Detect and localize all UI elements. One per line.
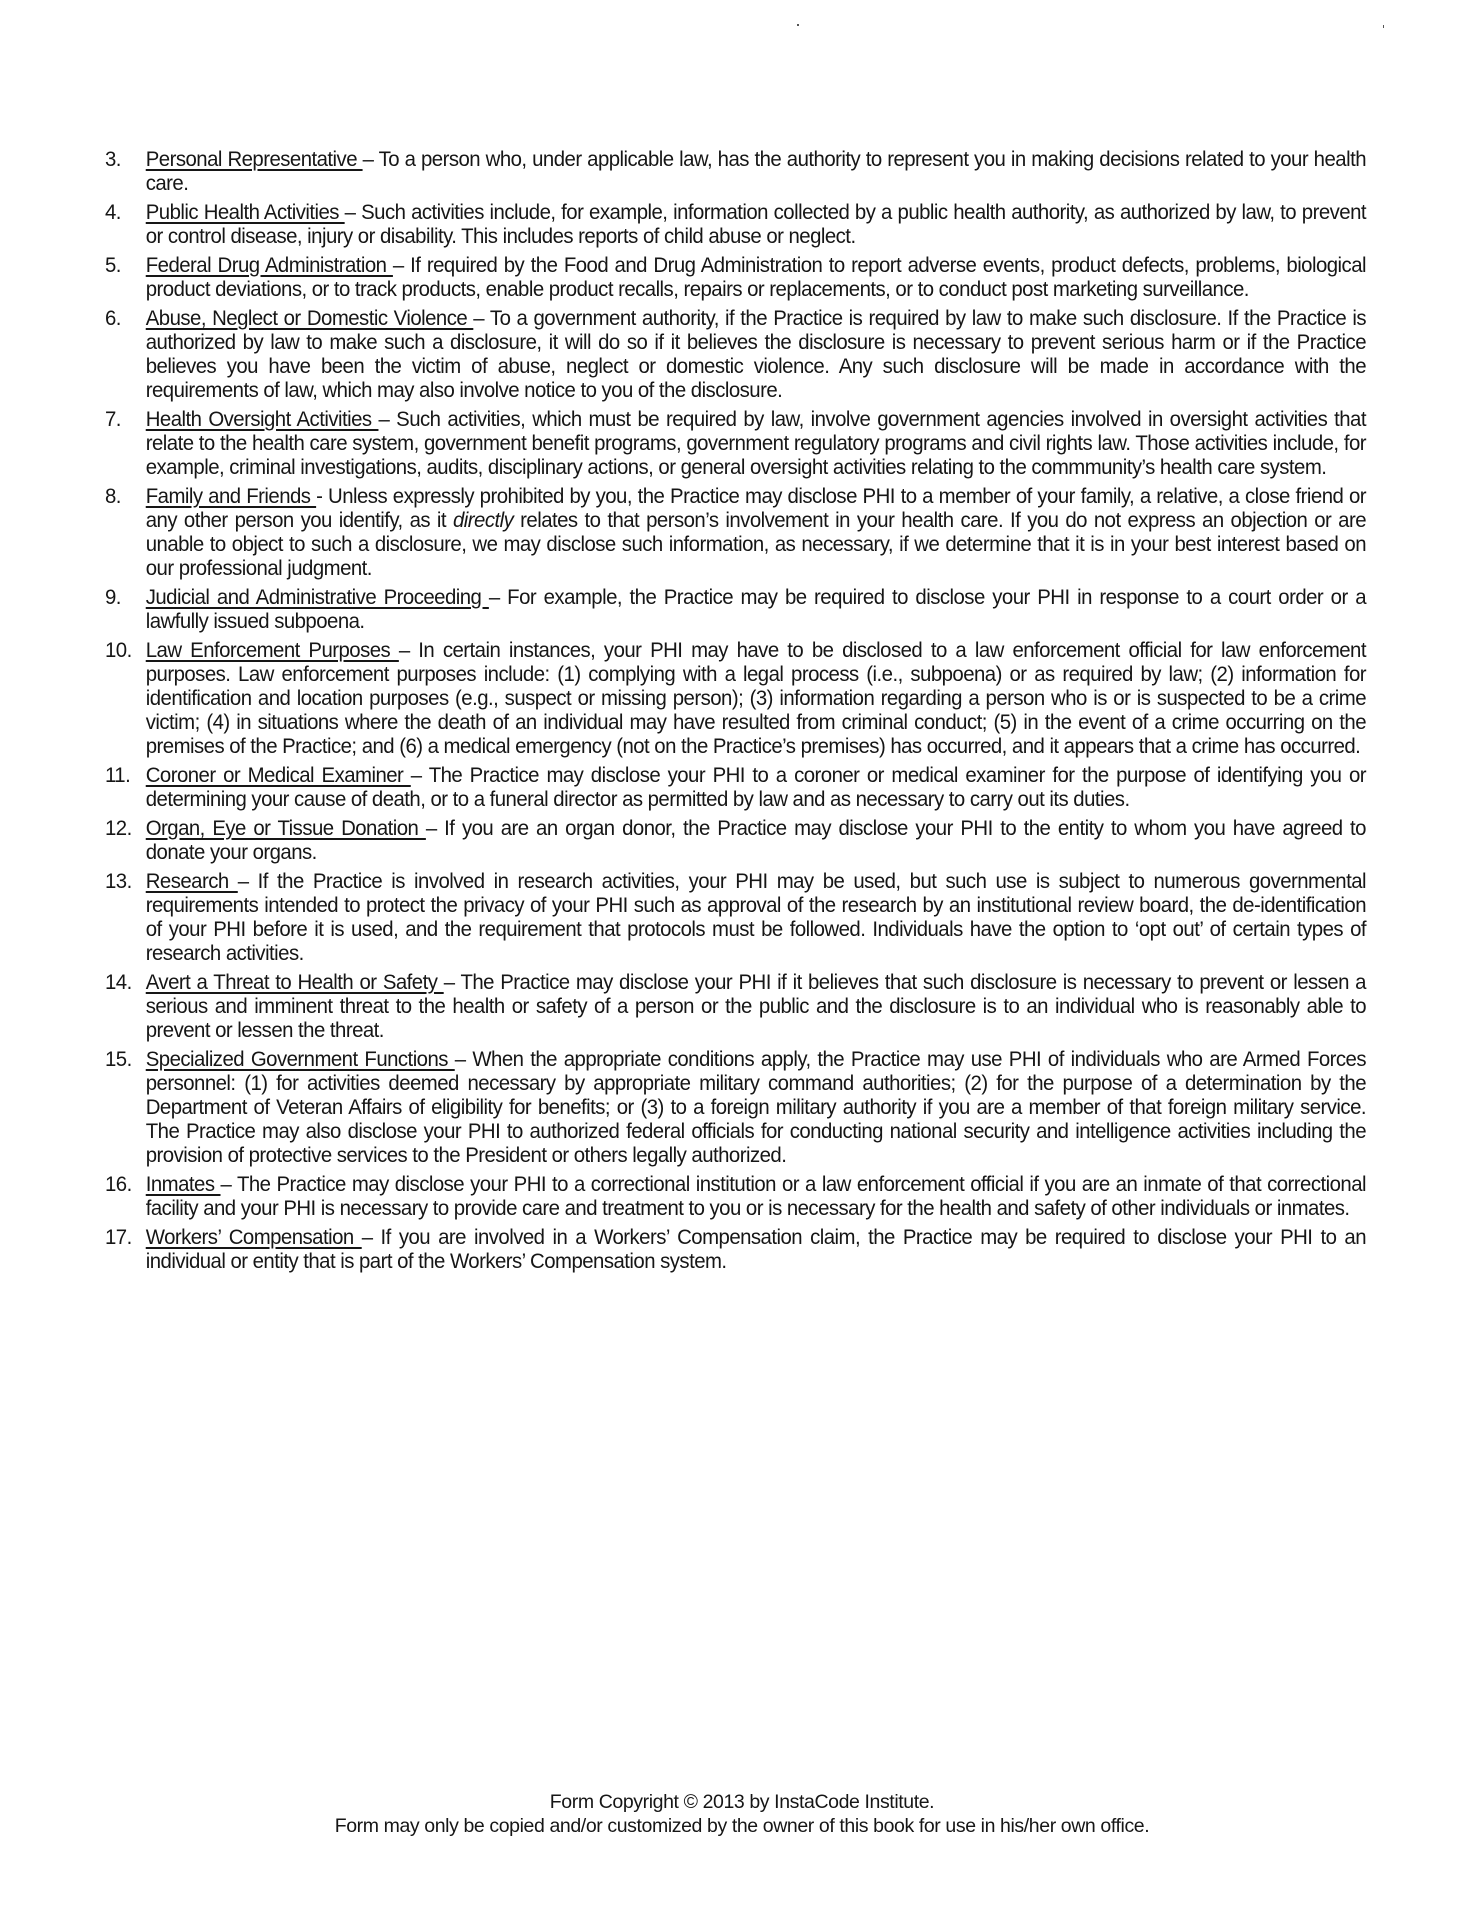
item-title: Inmates [145, 1173, 221, 1196]
list-item [105, 307, 1366, 403]
item-title: Workers’ Compensation [145, 1226, 362, 1249]
item-separator: – [344, 201, 362, 224]
disclosure-list [105, 148, 1405, 1279]
item-title: Abuse, Neglect or Domestic Violence [145, 307, 474, 330]
list-item [105, 1173, 1366, 1221]
list-item [105, 201, 1366, 249]
item-separator: – [361, 1226, 381, 1249]
list-item [105, 1048, 1366, 1168]
item-title: Avert a Threat to Health or Safety [145, 971, 444, 994]
list-item [105, 639, 1366, 759]
item-separator: – [392, 254, 411, 277]
item-number: 14. [105, 971, 132, 994]
list-item [105, 408, 1366, 480]
list-item [105, 1226, 1366, 1274]
list-item [105, 764, 1366, 812]
item-separator: – [378, 408, 397, 431]
item-title: Organ, Eye or Tissue Donation [145, 817, 426, 840]
item-title: Judicial and Administrative Proceeding [145, 586, 489, 609]
item-number: 3. [105, 148, 121, 171]
item-body: In certain instances, your PHI may have to be disclosed to a law enforcement official for law enforcement purposes. Law enforcement purposes include: (1) complying with a legal process (i.e., subpoena) or as required by law; (2) information for identification and location purposes (e.g., suspect or missing person); (3) information regarding a person who is or is suspected to be a crime victim; (4) in situations where the death of an individual may have resulted from criminal conduct; (5) in the event of a crime occurring on the premises of the Practice; and (6) a medical emergency (not on the Practice’s premises) has occurred, and it appears that a crime has occurred. [145, 639, 1367, 758]
item-title: Public Health Activities [145, 201, 345, 224]
item-title: Research [145, 870, 238, 893]
item-title: Personal Representative [145, 148, 363, 171]
item-body: The Practice may disclose your PHI to a coroner or medical examiner for the purpose of identifying you or determining your cause of death, or to a funeral director as permitted by law and as necessary to carry out its duties. [145, 764, 1367, 811]
item-number: 7. [105, 408, 121, 431]
item-number: 6. [105, 307, 121, 330]
list-item [105, 817, 1366, 865]
item-separator: – [488, 586, 508, 609]
item-separator: – [398, 639, 419, 662]
item-title: Coroner or Medical Examiner [145, 764, 411, 787]
item-body: Such activities include, for example, information collected by a public health authority, as authorized by law, to prevent or control disease, injury or disability. This includes reports of child abuse or neglect. [145, 201, 1366, 248]
item-number: 5. [105, 254, 121, 277]
item-body-emphasis: directly [452, 509, 514, 532]
item-number: 12. [105, 817, 132, 840]
list-item [105, 485, 1366, 581]
item-body: If you are involved in a Workers’ Compensation claim, the Practice may be required to disclose your PHI to an individual or entity that is part of the Workers’ Compensation system. [145, 1226, 1367, 1273]
item-number: 15. [105, 1048, 132, 1071]
item-body: The Practice may disclose your PHI to a correctional institution or a law enforcement official if you are an inmate of that correctional facility and your PHI is necessary to provide care and treatment to you or is necessary for the health and safety of other individuals or inmates. [145, 1173, 1367, 1220]
item-body: relates to that person’s involvement in your health care. If you do not express an objection or are unable to object to such a disclosure, we may disclose such information, as necessary, if we determine that it is in your best interest based on our professional judgment. [145, 509, 1367, 580]
item-separator: – [362, 148, 379, 171]
item-separator: - [316, 485, 329, 508]
item-title: Specialized Government Functions [145, 1048, 455, 1071]
item-number: 10. [105, 639, 132, 662]
item-number: 8. [105, 485, 121, 508]
list-item [105, 971, 1366, 1043]
item-body: Such activities, which must be required by law, involve government agencies involved in oversight activities that relate to the health care system, government benefit programs, government regulatory programs and civil rights law. Those activities include, for example, criminal investigations, audits, disciplinary actions, or general oversight activities relating to the commmunity’s health care system. [145, 408, 1367, 479]
item-body: When the appropriate conditions apply, the Practice may use PHI of individuals who are Armed Forces personnel: (1) for activities deemed necessary by appropriate military command authorities; (2) for the purpose of a determination by the Department of Veteran Affairs of eligibility for benefits; or (3) to a foreign military authority if you are a member of that foreign military service. The Practice may also disclose your PHI to authorized federal officials for conducting national security and intelligence activities including the provision of protective services to the President or others legally authorized. [145, 1048, 1367, 1167]
item-title: Family and Friends [145, 485, 317, 508]
list-item [105, 586, 1366, 634]
list-item [105, 254, 1366, 302]
item-body: To a government authority, if the Practice is required by law to make such disclosure. If the Practice is authorized by law to make such a disclosure, it will do so if it believes the disclosure is necessary to prevent serious harm or if the Practice believes you have been the victim of abuse, neglect or domestic violence. Any such disclosure will be made in accordance with the requirements of law, which may also involve notice to you of the disclosure. [145, 307, 1367, 402]
item-body: To a person who, under applicable law, has the authority to represent you in making decisions related to your health care. [145, 148, 1366, 195]
item-separator: – [454, 1048, 473, 1071]
item-body: The Practice may disclose your PHI if it believes that such disclosure is necessary to prevent or lessen a serious and imminent threat to the health or safety of a person or the public and the disclosure is to an individual who is reasonably able to prevent or lessen the threat. [145, 971, 1367, 1042]
item-body: If required by the Food and Drug Administration to report adverse events, product defects, problems, biological product deviations, or to track products, enable product recalls, repairs or replacements, or to conduct post marketing surveillance. [145, 254, 1366, 301]
footer-copyright: Form Copyright © 2013 by InstaCode Institute. [549, 1791, 935, 1813]
item-separator: – [473, 307, 490, 330]
item-number: 9. [105, 586, 121, 609]
item-separator: – [425, 817, 445, 840]
item-body-pre: Unless expressly prohibited by you, the Practice may disclose PHI to a member of your family, a relative, a close friend or any other person you identify, as it [145, 485, 1367, 532]
item-body: If the Practice is involved in research activities, your PHI may be used, but such use is subject to numerous governmental requirements intended to protect the privacy of your PHI such as approval of the research by an institutional review board, the de-identification of your PHI before it is used, and the requirement that protocols must be followed. Individuals have the option to ‘opt out’ of certain types of research activities. [145, 870, 1367, 965]
item-separator: – [237, 870, 258, 893]
item-title: Federal Drug Administration [145, 254, 393, 277]
scan-speck [1383, 25, 1384, 28]
footer-usage-notice: Form may only be copied and/or customized by the owner of this book for use in his/her own office. [334, 1815, 1150, 1837]
item-number: 11. [105, 764, 131, 787]
item-separator: – [220, 1173, 237, 1196]
list-item [105, 148, 1366, 196]
item-number: 13. [105, 870, 132, 893]
item-body: For example, the Practice may be required to disclose your PHI in response to a court order or a lawfully issued subpoena. [145, 586, 1367, 633]
item-title: Law Enforcement Purposes [145, 639, 399, 662]
item-number: 4. [105, 201, 121, 224]
list-item [105, 870, 1366, 966]
item-title: Health Oversight Activities [145, 408, 379, 431]
item-body: If you are an organ donor, the Practice may disclose your PHI to the entity to whom you have agreed to donate your organs. [145, 817, 1366, 864]
item-number: 16. [105, 1173, 132, 1196]
item-number: 17. [105, 1226, 132, 1249]
item-separator: – [443, 971, 461, 994]
item-separator: – [410, 764, 429, 787]
scan-speck [797, 24, 799, 26]
